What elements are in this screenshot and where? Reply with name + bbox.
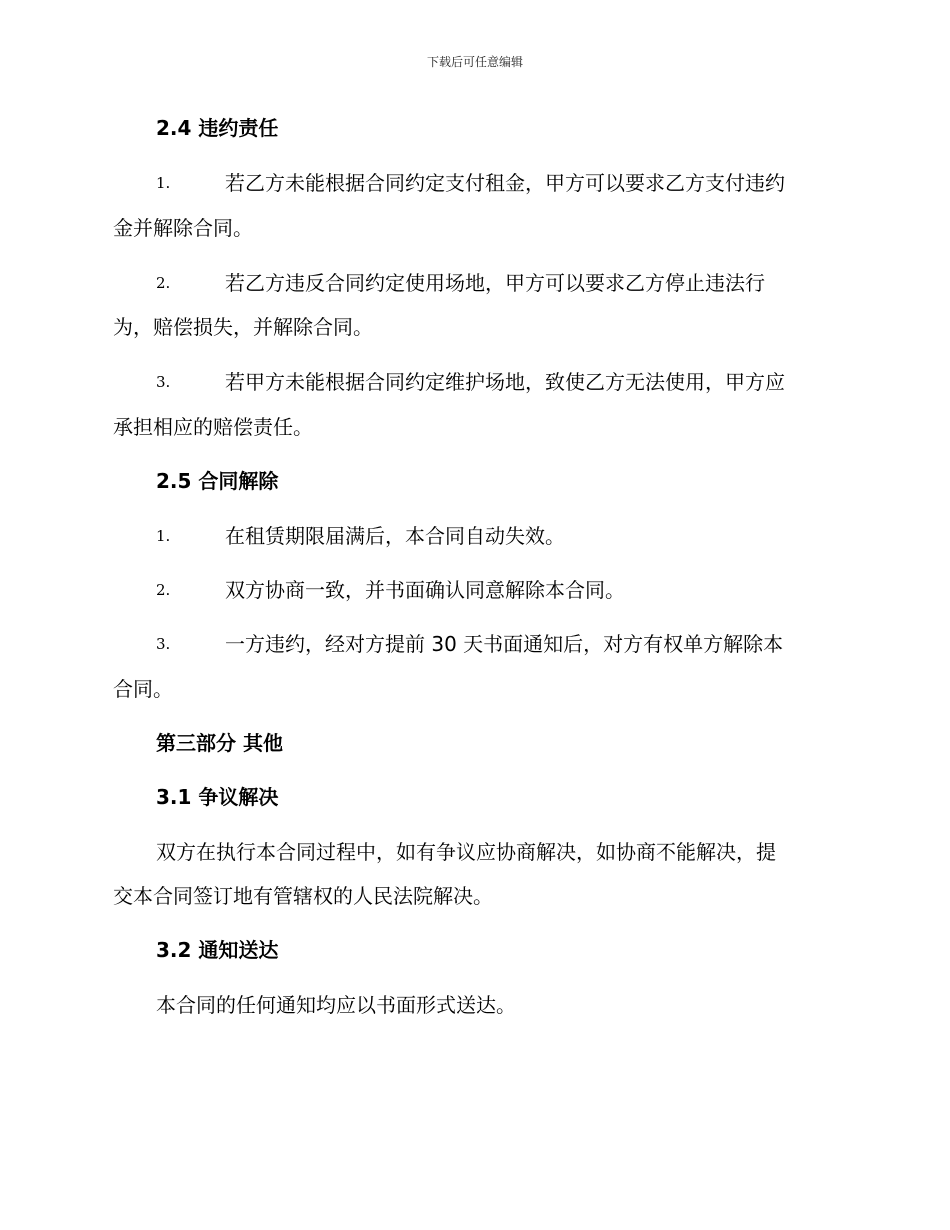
list-item-text: 若乙方违反合同约定使用场地，甲方可以要求乙方停止违法行	[225, 271, 765, 295]
list-item-continuation: 承担相应的赔偿责任。	[113, 415, 313, 439]
list-item-text: 若乙方未能根据合同约定支付租金，甲方可以要求乙方支付违约	[225, 171, 785, 195]
list-item-continuation: 为，赔偿损失，并解除合同。	[113, 315, 373, 339]
section-heading-3-1: 3.1 争议解决	[156, 785, 279, 809]
list-item-text: 双方协商一致，并书面确认同意解除本合同。	[225, 578, 625, 602]
list-number: 3.	[156, 635, 171, 653]
list-item-continuation: 金并解除合同。	[113, 216, 253, 240]
list-number: 1.	[156, 527, 171, 545]
paragraph-text: 本合同的任何通知均应以书面形式送达。	[156, 993, 516, 1017]
list-item-continuation: 合同。	[113, 677, 173, 701]
list-number: 3.	[156, 373, 171, 391]
part-heading-3: 第三部分 其他	[156, 731, 283, 755]
list-item-text: 若甲方未能根据合同约定维护场地，致使乙方无法使用，甲方应	[225, 370, 785, 394]
paragraph-continuation: 交本合同签订地有管辖权的人民法院解决。	[113, 884, 493, 908]
list-number: 2.	[156, 274, 171, 292]
list-item-text: 在租赁期限届满后，本合同自动失效。	[225, 524, 565, 548]
page-header-note: 下载后可任意编辑	[426, 55, 523, 69]
paragraph-text: 双方在执行本合同过程中，如有争议应协商解决，如协商不能解决，提	[156, 840, 776, 864]
list-item-text: 一方违约，经对方提前 30 天书面通知后，对方有权单方解除本	[225, 632, 784, 656]
section-heading-3-2: 3.2 通知送达	[156, 938, 279, 962]
section-heading-2-5: 2.5 合同解除	[156, 469, 279, 493]
section-heading-2-4: 2.4 违约责任	[156, 116, 279, 140]
list-number: 2.	[156, 581, 171, 599]
list-number: 1.	[156, 174, 171, 192]
